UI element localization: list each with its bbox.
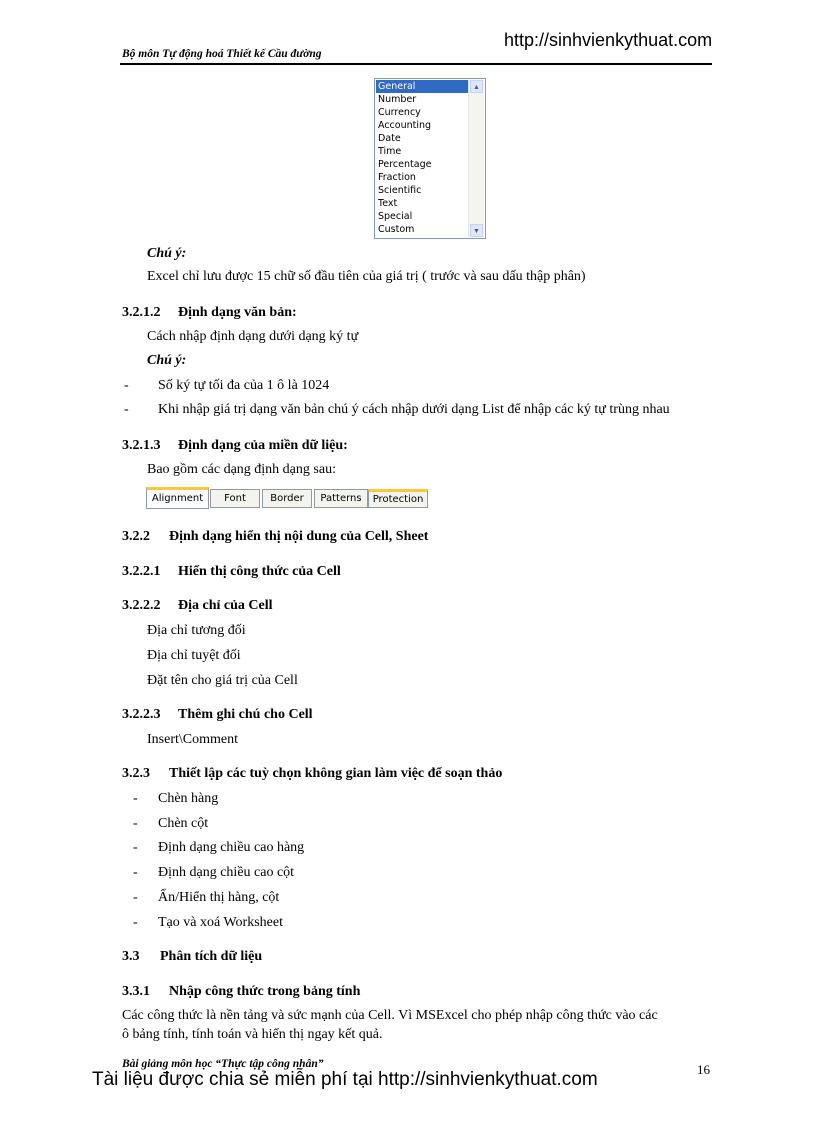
section-number: 3.2.2.1: [122, 564, 161, 579]
section-title: Thêm ghi chú cho Cell: [178, 707, 313, 722]
list-item[interactable]: Accounting: [378, 120, 432, 131]
tab-patterns[interactable]: Patterns: [314, 489, 368, 508]
bullet-dash: -: [133, 865, 138, 880]
bullet-text: Khi nhập giá trị dạng văn bản chú ý cách nhập dưới dạng List để nhập các ký tự trùng nhau: [158, 402, 670, 417]
list-item[interactable]: Fraction: [378, 172, 416, 183]
bullet-text: Định dạng chiều cao cột: [158, 865, 295, 880]
section-title: Định dạng của miền dữ liệu:: [178, 438, 348, 453]
section-number: 3.2.1.3: [122, 438, 161, 453]
bullet-text: Ẩn/Hiển thị hàng, cột: [158, 890, 280, 905]
paragraph: Bao gồm các dạng định dạng sau:: [147, 462, 336, 477]
bullet-text: Tạo và xoá Worksheet: [158, 915, 283, 930]
section-number: 3.2.1.2: [122, 305, 161, 320]
tab-font[interactable]: Font: [210, 489, 260, 508]
bullet-text: Chèn cột: [158, 816, 209, 831]
section-number: 3.2.3: [122, 766, 150, 781]
section-title: Hiển thị công thức của Cell: [178, 564, 341, 579]
list-item[interactable]: General: [376, 80, 468, 93]
scroll-up-icon[interactable]: ▲: [470, 80, 483, 93]
list-item[interactable]: Time: [378, 146, 402, 157]
footer-course: Bài giảng môn học “Thực tập công nhân”: [122, 1058, 324, 1070]
bullet-dash: -: [133, 816, 138, 831]
bullet-text: Chèn hàng: [158, 791, 219, 806]
scroll-down-icon[interactable]: ▼: [470, 224, 483, 237]
header-department: Bộ môn Tự động hoá Thiết kế Cầu đường: [122, 48, 322, 60]
bullet-dash: -: [124, 378, 129, 393]
paragraph: ô bảng tính, tính toán và hiển thị ngay kết quả.: [122, 1027, 383, 1042]
note-label: Chú ý:: [147, 246, 187, 261]
bullet-dash: -: [133, 915, 138, 930]
bullet-dash: -: [133, 840, 138, 855]
list-item[interactable]: Percentage: [378, 159, 432, 170]
section-number: 3.3: [122, 949, 140, 964]
note-label: Chú ý:: [147, 353, 187, 368]
listbox-scrollbar[interactable]: [468, 80, 484, 237]
bullet-text: Định dạng chiều cao hàng: [158, 840, 305, 855]
list-item[interactable]: Text: [378, 198, 398, 209]
list-item[interactable]: Special: [378, 211, 413, 222]
tab-protection[interactable]: Protection: [368, 489, 428, 508]
list-item[interactable]: Currency: [378, 107, 421, 118]
list-item[interactable]: Date: [378, 133, 401, 144]
section-title: Địa chỉ của Cell: [178, 598, 273, 613]
section-number: 3.2.2.3: [122, 707, 161, 722]
header-rule: [120, 63, 712, 65]
list-item[interactable]: Number: [378, 94, 417, 105]
section-number: 3.3.1: [122, 984, 150, 999]
list-item[interactable]: Scientific: [378, 185, 422, 196]
header-url[interactable]: http://sinhvienkythuat.com: [504, 30, 713, 50]
paragraph: Cách nhập định dạng dưới dạng ký tự: [147, 329, 359, 344]
list-item[interactable]: Custom: [378, 224, 415, 235]
footer-banner: Tài liệu được chia sẻ miễn phí tại http://sinhvienkythuat.com: [92, 1069, 598, 1090]
paragraph: Các công thức là nền tảng và sức mạnh của Cell. Vì MSExcel cho phép nhập công thức vào các: [122, 1008, 658, 1023]
bullet-dash: -: [124, 402, 129, 417]
page-number: 16: [697, 1062, 710, 1077]
note-text: Excel chỉ lưu được 15 chữ số đầu tiên của giá trị ( trước và sau dấu thập phân): [147, 269, 586, 284]
section-title: Thiết lập các tuỳ chọn không gian làm việc để soạn thảo: [169, 766, 503, 781]
paragraph: Đặt tên cho giá trị của Cell: [147, 673, 298, 688]
section-title: Định dạng hiển thị nội dung của Cell, Sheet: [169, 529, 429, 544]
paragraph: Insert\Comment: [147, 732, 238, 747]
bullet-dash: -: [133, 791, 138, 806]
section-title: Nhập công thức trong bảng tính: [169, 984, 361, 999]
section-number: 3.2.2: [122, 529, 150, 544]
section-title: Định dạng văn bản:: [178, 305, 297, 320]
bullet-text: Số ký tự tối đa của 1 ô là 1024: [158, 378, 330, 393]
format-category-listbox[interactable]: [374, 78, 486, 239]
tab-alignment[interactable]: Alignment: [146, 487, 209, 509]
section-number: 3.2.2.2: [122, 598, 161, 613]
section-title: Phân tích dữ liệu: [160, 949, 263, 964]
format-cells-tab-strip: [146, 486, 428, 510]
paragraph: Địa chỉ tương đối: [147, 623, 246, 638]
paragraph: Địa chỉ tuyệt đối: [147, 648, 241, 663]
bullet-dash: -: [133, 890, 138, 905]
tab-border[interactable]: Border: [262, 489, 312, 508]
